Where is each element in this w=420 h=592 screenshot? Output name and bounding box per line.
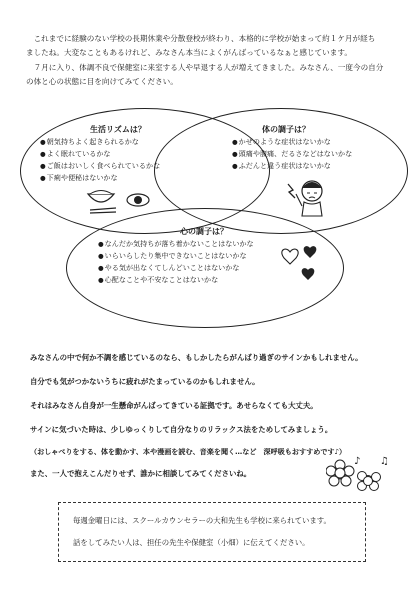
info-line-2: 話をしてみたい人は、担任の先生や保健室（小畑）に伝えてください。 (73, 538, 310, 547)
message-line-5: （おしゃべりをする、体を動かす、本や漫画を読む、音楽を聞く…など 深呼吸もおすすめです♪） (30, 447, 347, 456)
body-item: ● ふだんと違う症状はないかな (232, 160, 352, 172)
life-item: ● よく眠れているかな (40, 148, 160, 160)
mind-condition-title: 心の調子は？ (180, 227, 228, 236)
intro-line-3: ７月に入り、体調不良で保健室に来室する人や早退する人が増えてきました。みなさん、一度今の自分 (33, 62, 384, 72)
message-line-2: 自分でも気がつかないうちに疲れがたまっているのかもしれません。 (30, 377, 260, 386)
life-rhythm-title: 生活リズムは？ (90, 125, 146, 134)
life-rhythm-list (40, 136, 160, 184)
intro-line-4: の体と心の状態に目を向けてみてください。 (26, 77, 178, 87)
meal-illustration (86, 186, 156, 216)
music-note-icon: ♪ (354, 456, 361, 467)
intro-line-1: これまでに経験のない学校の長期休業や分散登校が終わり、本格的に学校が始まって約１ケ月が経ち (33, 34, 376, 43)
body-item: ● 頭痛や腹痛、だるさなどはないかな (232, 148, 352, 160)
mind-item: ● 心配なことや不安なことはないかな (98, 274, 254, 286)
body-item: ● かぜのような症状はないかな (232, 136, 352, 148)
message-line-4: サインに気づいた時は、少しゆっくりして自分なりのリラックス法をためしてみましょう。 (30, 425, 333, 434)
pain-zigzag-icon (288, 184, 295, 198)
mind-condition-list (98, 238, 254, 286)
chopsticks-icon (90, 208, 116, 210)
message-line-1: みなさんの中で何か不調を感じているのなら、もしかしたらがんばり過ぎのサインかもしれません。 (30, 353, 363, 362)
flowers-illustration (326, 454, 390, 498)
info-line-1: 毎週金曜日には、スクールカウンセラーの大和先生も学校に来られています。 (73, 516, 331, 525)
message-line-3: それはみなさん自身が一生懸命がんばってきている証拠です。あせらなくても大丈夫。 (30, 401, 318, 410)
intro-paragraph (26, 32, 406, 90)
hearts-illustration (280, 244, 324, 284)
message-line-6: また、一人で抱えこんだりせず、誰かに相談してみてくださいね。 (30, 469, 252, 478)
life-item: ● ご飯はおいしく食べられているかな (40, 160, 160, 172)
heart-filled-icon (304, 246, 317, 258)
rice-bowl-icon (88, 194, 114, 202)
body-condition-list (232, 136, 352, 172)
mind-item: ● いらいらしたり集中できないことはないかな (98, 250, 254, 262)
heart-outline-icon (282, 249, 298, 264)
flower-icon (326, 460, 354, 486)
counselor-info-box (58, 502, 366, 562)
heart-filled-icon (302, 268, 315, 280)
music-note-icon: ♫ (380, 456, 389, 467)
body-condition-title: 体の調子は？ (262, 125, 310, 134)
mind-item: ● やる気が出なくてしんどいことはないかな (98, 262, 254, 274)
mind-item: ● なんだか気持ちが落ち着かないことはないかな (98, 238, 254, 250)
life-item: ● 下痢や便秘はないかな (40, 172, 160, 184)
sick-child-illustration (284, 176, 334, 218)
life-item: ● 朝気持ちよく起きられるかな (40, 136, 160, 148)
intro-line-2: ましたね。大変なこともあるけれど、みなさん本当によくがんばっているなぁと感じています。 (26, 48, 352, 58)
flower-icon (358, 472, 381, 491)
